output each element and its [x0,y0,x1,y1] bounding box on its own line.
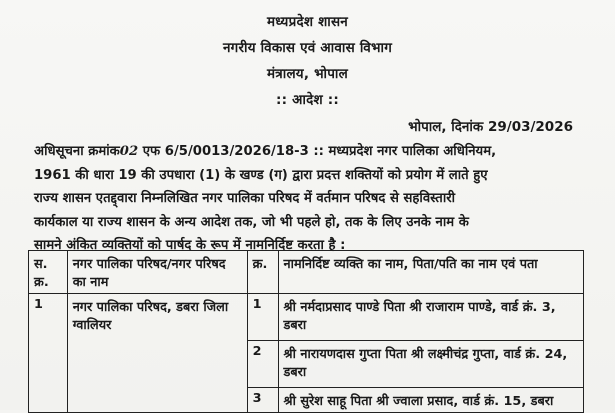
notification-ref: एफ 6/5/0013/2026/18-3 :: मध्यप्रदेश नगर पालिका अधिनियम, [138,144,497,159]
nominee-table [28,250,584,413]
row-person: श्री नर्मदाप्रसाद पाण्डे पिता श्री राजाराम पाण्डे, वार्ड क्रं. 3, डबरा [278,294,583,341]
para-line-4: कार्यकाल या राज्य शासन के अन्य आदेश तक, जो भी पहले हो, तक के लिए उनके नाम के [34,214,469,230]
row-person: श्री नारायणदास गुप्ता पिता श्री लक्ष्मीचंद्र गुप्ता, वार्ड क्रं. 24, डबरा [278,341,583,388]
header-govt: मध्यप्रदेश शासन [266,14,348,30]
dateline: भोपाल, दिनांक 29/03/2026 [408,119,573,135]
table-row [29,294,584,341]
para-line-2: 1961 की धारा 19 की उपधारा (1) के खण्ड (ग) द्वारा प्रदत्त शक्तियों को प्रयोग में लाते हुए [34,167,488,183]
header-order: :: आदेश :: [276,92,339,108]
row-kr: 3 [247,388,278,413]
row-person: श्री सुरेश साहू पिता श्री ज्वाला प्रसाद, वार्ड क्रं. 15, डबरा [278,388,583,413]
para-line-1 [34,140,584,164]
header-council: नगर पालिका परिषद/नगर परिषद का नाम [67,251,247,294]
table-header-row [29,251,584,294]
para-line-5: सामने अंकित व्यक्तियों को पार्षद के रूप में नामनिर्दिष्ट करता है : [34,238,346,253]
row-kr: 2 [247,341,278,388]
header-person: नामनिर्दिष्ट व्यक्ति का नाम, पिता/पति का नाम एवं पता [278,251,583,294]
header-sno: स. क्र. [29,251,68,294]
council-sno: 1 [29,294,68,413]
handwritten-number: 02 [119,144,139,159]
header-department: नगरीय विकास एवं आवास विभाग [222,40,393,56]
notification-prefix: अधिसूचना क्रमांक [34,144,120,159]
para-line-3: राज्य शासन एतद्द्वारा निम्नलिखित नगर पालिका परिषद में वर्तमान परिषद से सहविस्तारी [34,191,456,206]
header-kr: क्र. [247,251,278,294]
order-paragraph [34,140,584,258]
council-name: नगर पालिका परिषद, डबरा जिला ग्वालियर [67,294,247,413]
header-ministry: मंत्रालय, भोपाल [267,66,348,82]
row-kr: 1 [247,294,278,341]
